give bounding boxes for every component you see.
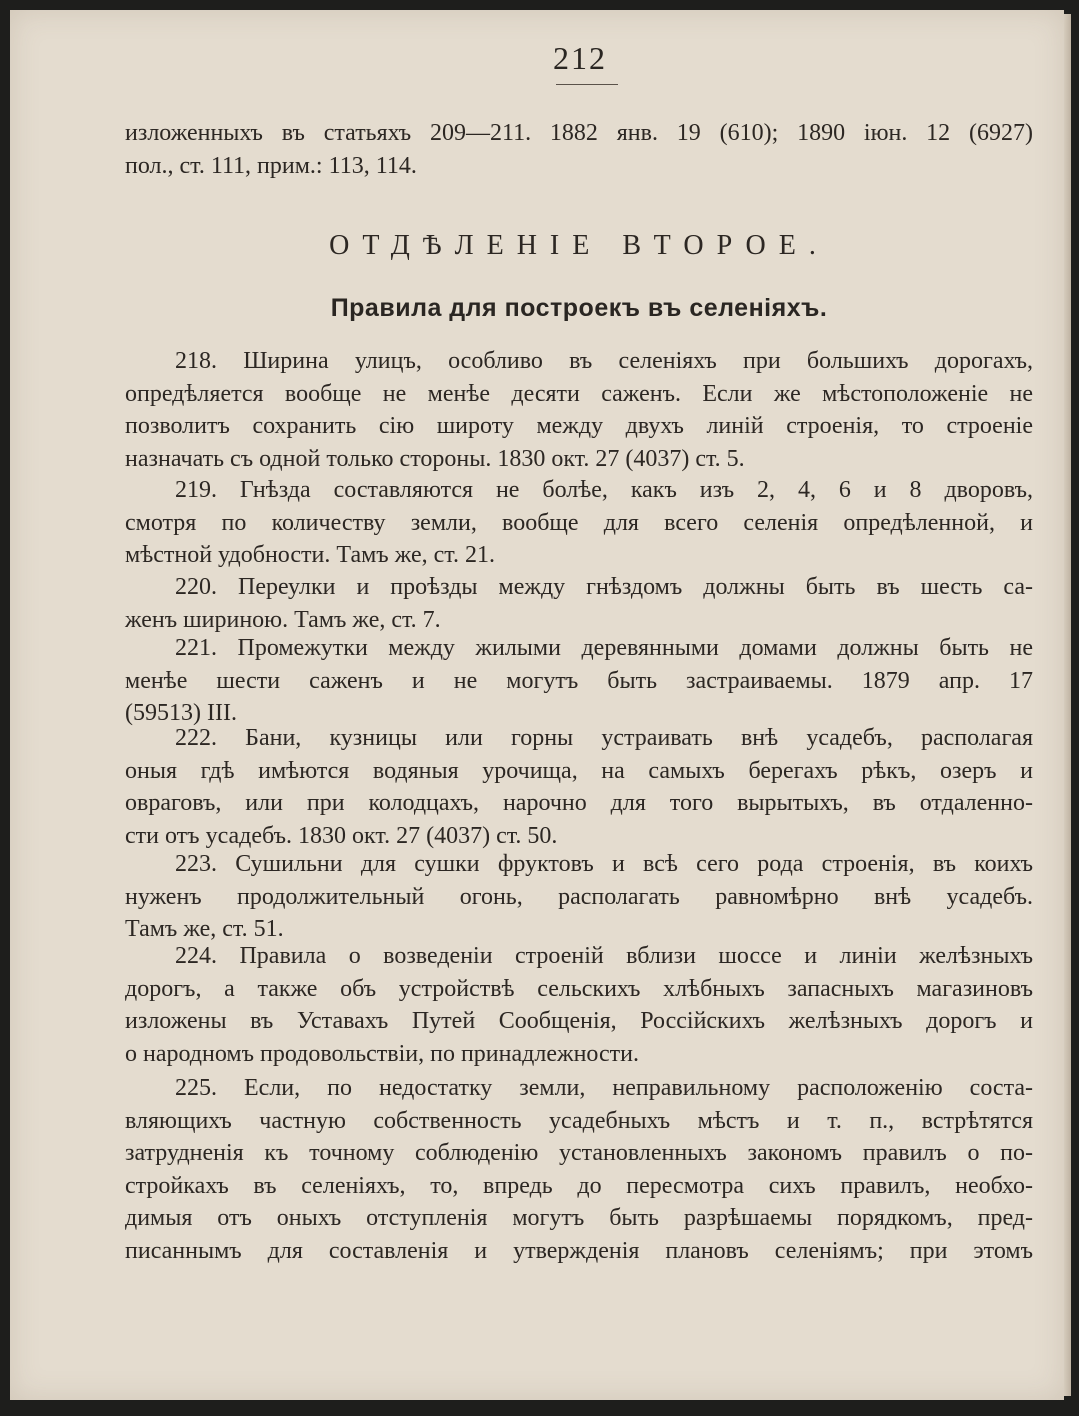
text-line: 221. Промежутки между жилыми деревянными домами должны быть не: [175, 635, 1033, 661]
article-223: [125, 848, 1033, 946]
page-edge: [1064, 14, 1071, 1396]
page-number: 212: [553, 40, 607, 76]
text-line: мѣстной удобности. Тамъ же, ст. 21.: [125, 542, 495, 568]
article-220: [125, 571, 1033, 636]
text-line: позволитъ сохранить сiю широту между двухъ линiй строенiя, то строенiе: [125, 413, 1033, 439]
text-line: пол., ст. 111, прим.: 113, 114.: [125, 152, 417, 179]
text-line: Тамъ же, ст. 51.: [125, 916, 284, 942]
section-subheading: Правила для построекъ въ селенiяхъ.: [330, 294, 828, 322]
text-line: оныя гдѣ имѣются водяныя урочища, на самыхъ берегахъ рѣкъ, озеръ и: [125, 757, 1033, 784]
text-line: 219. Гнѣзда составляются не болѣе, какъ изъ 2, 4, 6 и 8 дворовъ,: [175, 477, 1033, 503]
article-221: [125, 632, 1033, 730]
text-line: опредѣляется вообще не менѣе десяти саженъ. Если же мѣстоположенiе не: [125, 380, 1033, 407]
text-line: 220. Переулки и проѣзды между гнѣздомъ должны быть въ шесть са-: [175, 574, 1033, 600]
page-number-rule: [556, 84, 618, 85]
text-line: 218. Ширина улицъ, особливо въ селенiяхъ при большихъ дорогахъ,: [175, 348, 1033, 374]
text-line: 225. Если, по недостатку земли, неправильному расположенiю соста-: [175, 1075, 1033, 1101]
intro-paragraph: [125, 117, 1033, 182]
text-line: 224. Правила о возведенiи строенiй вблизи шоссе и линiи желѣзныхъ: [175, 943, 1033, 969]
text-line: изложены въ Уставахъ Путей Сообщенiя, Россiйскихъ желѣзныхъ дорогъ и: [125, 1008, 1033, 1034]
section-heading: ОТДѢЛЕНIЕ ВТОРОЕ.: [329, 230, 829, 261]
text-line: женъ шириною. Тамъ же, ст. 7.: [125, 606, 441, 633]
article-218: [125, 345, 1033, 475]
text-line: сти отъ усадебъ. 1830 окт. 27 (4037) ст. 50.: [125, 822, 558, 849]
text-line: затрудненiя къ точному соблюденiю установленныхъ закономъ правилъ о по-: [125, 1140, 1033, 1166]
text-line: нуженъ продолжительный огонь, располагать равномѣрно внѣ усадебъ.: [125, 883, 1033, 910]
text-line: смотря по количеству земли, вообще для всего селенiя опредѣленной, и: [125, 509, 1033, 536]
article-222: [125, 722, 1033, 852]
text-line: о народномъ продовольствiи, по принадлежности.: [125, 1040, 639, 1067]
text-line: дорогъ, а также объ устройствѣ сельскихъ хлѣбныхъ запасныхъ магазиновъ: [125, 975, 1033, 1002]
text-line: 222. Бани, кузницы или горны устраивать внѣ усадебъ, располагая: [175, 725, 1033, 751]
text-line: писаннымъ для составленiя и утвержденiя плановъ селенiямъ; при этомъ: [125, 1237, 1033, 1264]
article-225: [125, 1072, 1033, 1267]
article-219: [125, 474, 1033, 572]
text-line: 223. Сушильни для сушки фруктовъ и всѣ сего рода строенiя, въ коихъ: [175, 851, 1033, 877]
text-line: менѣе шести саженъ и не могутъ быть застраиваемы. 1879 апр. 17: [125, 667, 1033, 694]
text-line: стройкахъ въ селенiяхъ, то, впредь до пересмотра сихъ правилъ, необхо-: [125, 1172, 1033, 1199]
text-line: (59513) III.: [125, 700, 237, 726]
text-line: димыя отъ оныхъ отступленiя могутъ быть разрѣшаемы порядкомъ, пред-: [125, 1205, 1033, 1231]
text-line: овраговъ, или при колодцахъ, нарочно для того вырытыхъ, въ отдаленно-: [125, 790, 1033, 816]
text-line: назначать съ одной только стороны. 1830 окт. 27 (4037) ст. 5.: [125, 445, 745, 472]
article-224: [125, 940, 1033, 1070]
text-line: вляющихъ частную собственность усадебныхъ мѣстъ и т. п., встрѣтятся: [125, 1107, 1033, 1134]
text-line: изложенныхъ въ статьяхъ 209—211. 1882 янв. 19 (610); 1890 iюн. 12 (6927): [125, 120, 1033, 146]
